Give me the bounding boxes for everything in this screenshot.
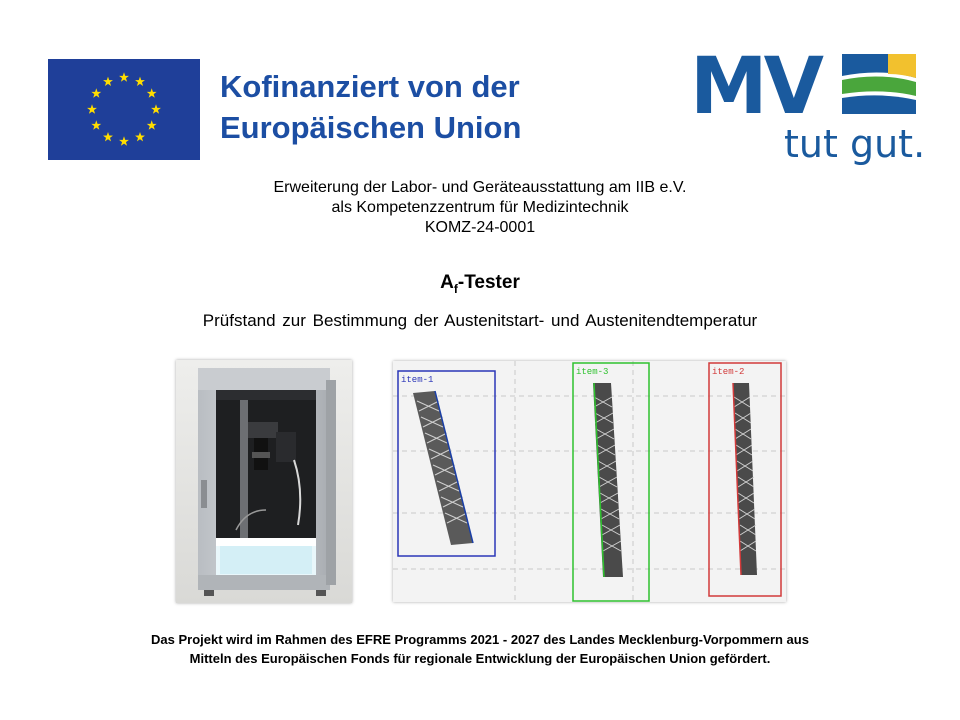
funding-notice-line2: Mitteln des Europäischen Fonds für regionale Entwicklung der Europäischen Union gefördert. — [189, 651, 771, 666]
eu-star-icon — [119, 72, 129, 81]
project-line2: als Kompetenzzentrum für Medizintechnik — [331, 199, 629, 216]
tester-device-photo — [176, 360, 352, 603]
funding-notice-line1: Das Projekt wird im Rahmen des EFRE Programms 2021 - 2027 des Landes Mecklenburg-Vorpommern aus — [151, 632, 809, 647]
eu-star-icon — [91, 120, 101, 129]
label-item-1: item-1 — [401, 375, 434, 385]
project-id: KOMZ-24-0001 — [424, 219, 536, 236]
label-item-2: item-2 — [712, 367, 745, 377]
device-subtitle: Prüfstand zur Bestimmung der Austenitstart- und Austenitendtemperatur — [202, 311, 758, 330]
funding-notice — [0, 630, 960, 668]
eu-star-icon — [147, 120, 157, 129]
eu-star-icon — [119, 136, 129, 145]
mv-landscape-icon — [842, 54, 916, 114]
mv-tut-gut-logo — [690, 42, 926, 170]
eu-star-icon — [135, 77, 145, 86]
eu-flag — [48, 59, 200, 160]
stent-detection-image — [393, 361, 786, 602]
project-line1: Erweiterung der Labor- und Geräteausstattung am IIB e.V. — [273, 179, 687, 196]
eu-star-icon — [91, 88, 101, 97]
eu-stars-icon — [48, 59, 200, 160]
device-title-main: A — [440, 272, 454, 293]
eu-text-line2: Europäischen Union — [220, 110, 522, 145]
eu-star-icon — [103, 132, 113, 141]
device-title-rest: -Tester — [457, 272, 520, 293]
eu-star-icon — [87, 104, 97, 113]
project-description — [0, 178, 960, 238]
eu-cofinancing-text — [220, 66, 600, 148]
device-title-subscript: f — [453, 282, 458, 296]
mv-logo-letters: MV — [690, 42, 820, 132]
device-title — [0, 271, 960, 301]
eu-star-icon — [147, 88, 157, 97]
label-item-3: item-3 — [576, 367, 609, 377]
eu-text-line1: Kofinanziert von der — [220, 69, 520, 104]
eu-star-icon — [103, 77, 113, 86]
eu-star-icon — [151, 104, 161, 113]
eu-star-icon — [135, 132, 145, 141]
mv-logo-tagline: tut gut. — [784, 122, 926, 166]
